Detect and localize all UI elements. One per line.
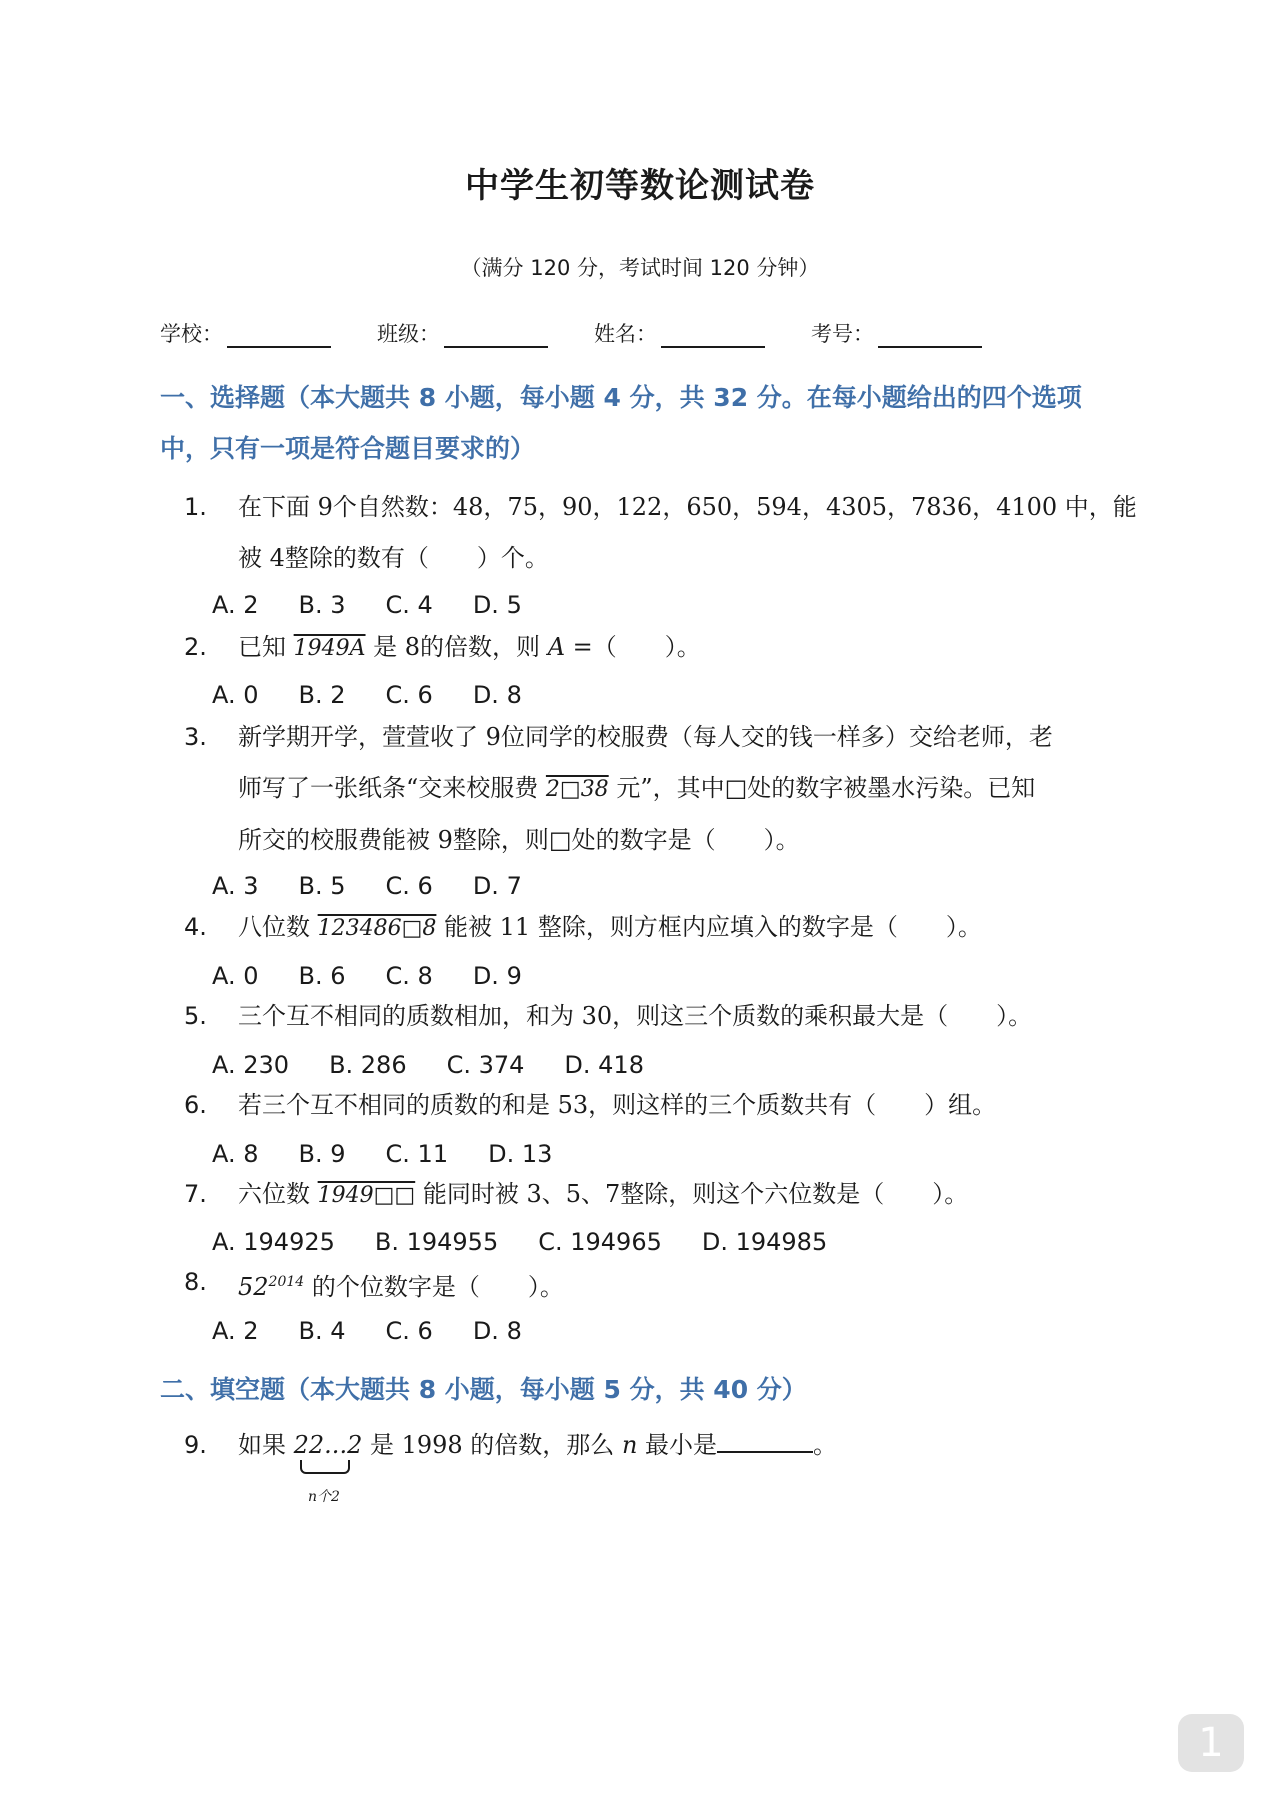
question-text: 已知 bbox=[238, 633, 294, 661]
repeated-digits: 22...2 bbox=[293, 1431, 363, 1459]
options-q8 bbox=[212, 1317, 562, 1345]
options-q7 bbox=[212, 1228, 867, 1256]
question-number: 1. bbox=[184, 493, 207, 521]
options-q4 bbox=[212, 962, 562, 990]
question-text: 。 bbox=[813, 1431, 838, 1459]
info-label: 班级： bbox=[377, 322, 440, 346]
question-5 bbox=[184, 991, 1144, 1042]
question-number: 8. bbox=[184, 1268, 207, 1296]
option[interactable]: B. 3 bbox=[298, 591, 346, 619]
question-number: 4. bbox=[184, 913, 207, 941]
question-4 bbox=[184, 902, 1144, 954]
option[interactable]: C. 8 bbox=[385, 962, 433, 990]
info-label: 学校： bbox=[160, 322, 223, 346]
option[interactable]: A. 2 bbox=[212, 591, 259, 619]
option[interactable]: C. 6 bbox=[385, 1317, 433, 1345]
underbrace-label: n个2 bbox=[308, 1489, 340, 1505]
question-1 bbox=[184, 482, 1144, 584]
question-8 bbox=[184, 1257, 1144, 1313]
question-text: 师写了一张纸条“交来校服费 bbox=[238, 774, 546, 802]
question-number: 2. bbox=[184, 633, 207, 661]
question-text: =（ ）。 bbox=[565, 633, 701, 661]
section-heading-line: 二、填空题（本大题共 8 小题，每小题 5 分，共 40 分） bbox=[160, 1375, 807, 1404]
info-name bbox=[594, 318, 765, 348]
section-heading-line: 中，只有一项是符合题目要求的） bbox=[160, 434, 536, 463]
page-title: 中学生初等数论测试卷 bbox=[465, 166, 815, 206]
student-info-row bbox=[160, 318, 1160, 348]
question-text: 若三个互不相同的质数的和是 53，则这样的三个质数共有（ ）组。 bbox=[238, 1091, 997, 1119]
option[interactable]: B. 194955 bbox=[374, 1228, 499, 1256]
option[interactable]: B. 4 bbox=[298, 1317, 346, 1345]
question-6 bbox=[184, 1080, 1144, 1131]
option[interactable]: B. 9 bbox=[298, 1140, 346, 1168]
question-text: 是 1998 的倍数，那么 bbox=[362, 1431, 622, 1459]
option[interactable]: C. 6 bbox=[385, 681, 433, 709]
section-heading-fill bbox=[160, 1364, 1120, 1415]
section-heading-choice bbox=[160, 372, 1120, 474]
info-school bbox=[160, 318, 331, 348]
question-text: 所交的校服费能被 9整除，则□处的数字是（ ）。 bbox=[238, 826, 800, 854]
math-variable: n bbox=[621, 1431, 638, 1459]
options-q5 bbox=[212, 1051, 684, 1079]
question-text: 能被 11 整除，则方框内应填入的数字是（ ）。 bbox=[436, 913, 982, 941]
option[interactable]: C. 4 bbox=[385, 591, 433, 619]
option[interactable]: A. 194925 bbox=[212, 1228, 335, 1256]
question-number: 7. bbox=[184, 1180, 207, 1208]
question-text: 如果 bbox=[238, 1431, 294, 1459]
question-2 bbox=[184, 622, 1144, 674]
question-number: 9. bbox=[184, 1431, 207, 1459]
info-label: 姓名： bbox=[594, 322, 657, 346]
option[interactable]: B. 5 bbox=[298, 872, 346, 900]
option[interactable]: A. 0 bbox=[212, 681, 259, 709]
question-text: 新学期开学，萱萱收了 9位同学的校服费（每人交的钱一样多）交给老师，老 bbox=[238, 723, 1053, 751]
question-text: 在下面 9个自然数：48，75，90，122，650，594，4305，7836，4100 中，能 bbox=[238, 493, 1137, 521]
question-number: 3. bbox=[184, 723, 207, 751]
underbrace bbox=[300, 1460, 350, 1474]
overline-number: 2□38 bbox=[545, 777, 609, 802]
options-q2 bbox=[212, 681, 562, 709]
option[interactable]: D. 8 bbox=[472, 1317, 522, 1345]
question-text: 六位数 bbox=[238, 1180, 318, 1208]
question-text: 是 8的倍数，则 bbox=[365, 633, 548, 661]
option[interactable]: A. 2 bbox=[212, 1317, 259, 1345]
option[interactable]: D. 5 bbox=[472, 591, 522, 619]
question-text: 三个互不相同的质数相加，和为 30，则这三个质数的乘积最大是（ ）。 bbox=[238, 1002, 1033, 1030]
info-label: 考号： bbox=[811, 322, 874, 346]
option[interactable]: A. 230 bbox=[212, 1051, 290, 1079]
option[interactable]: C. 374 bbox=[446, 1051, 525, 1079]
question-text: 元”，其中□处的数字被墨水污染。已知 bbox=[608, 774, 1036, 802]
question-number: 5. bbox=[184, 1002, 207, 1030]
option[interactable]: D. 194985 bbox=[701, 1228, 828, 1256]
option[interactable]: A. 0 bbox=[212, 962, 259, 990]
option[interactable]: A. 8 bbox=[212, 1140, 259, 1168]
question-text: 的个位数字是（ ）。 bbox=[304, 1273, 564, 1301]
option[interactable]: D. 7 bbox=[472, 872, 522, 900]
question-text: 八位数 bbox=[238, 913, 318, 941]
option[interactable]: A. 3 bbox=[212, 872, 259, 900]
question-number: 6. bbox=[184, 1091, 207, 1119]
question-text: 最小是 bbox=[637, 1431, 718, 1459]
info-blank[interactable] bbox=[227, 324, 331, 348]
info-blank[interactable] bbox=[444, 324, 548, 348]
option[interactable]: D. 9 bbox=[472, 962, 522, 990]
option[interactable]: B. 286 bbox=[329, 1051, 407, 1079]
question-text: 被 4整除的数有（ ）个。 bbox=[238, 544, 549, 572]
answer-blank[interactable] bbox=[717, 1431, 813, 1453]
info-class bbox=[377, 318, 548, 348]
option[interactable]: C. 11 bbox=[385, 1140, 449, 1168]
options-q6 bbox=[212, 1140, 592, 1168]
info-exam-number bbox=[811, 318, 982, 348]
option[interactable]: C. 6 bbox=[385, 872, 433, 900]
overline-number: 123486□8 bbox=[317, 916, 437, 941]
math-base: 52 bbox=[238, 1273, 269, 1301]
overline-number: 1949□□ bbox=[317, 1183, 416, 1208]
math-variable: A bbox=[547, 633, 566, 661]
option[interactable]: C. 194965 bbox=[538, 1228, 662, 1256]
option[interactable]: B. 6 bbox=[298, 962, 346, 990]
overline-number: 1949A bbox=[293, 636, 366, 661]
page-subtitle: （满分 120 分，考试时间 120 分钟） bbox=[460, 256, 820, 280]
question-3 bbox=[184, 712, 1144, 866]
options-q1 bbox=[212, 591, 562, 619]
page-number-badge: 1 bbox=[1178, 1714, 1244, 1772]
info-blank[interactable] bbox=[661, 324, 765, 348]
info-blank[interactable] bbox=[878, 324, 982, 348]
option[interactable]: B. 2 bbox=[298, 681, 346, 709]
section-heading-line: 一、选择题（本大题共 8 小题，每小题 4 分，共 32 分。在每小题给出的四个选项 bbox=[160, 383, 1082, 412]
option[interactable]: D. 13 bbox=[488, 1140, 553, 1168]
option[interactable]: D. 8 bbox=[472, 681, 522, 709]
question-7 bbox=[184, 1169, 1144, 1221]
options-q3 bbox=[212, 872, 562, 900]
option[interactable]: D. 418 bbox=[564, 1051, 644, 1079]
math-exponent: 2014 bbox=[268, 1274, 305, 1290]
question-text: 能同时被 3、5、7整除，则这个六位数是（ ）。 bbox=[415, 1180, 969, 1208]
